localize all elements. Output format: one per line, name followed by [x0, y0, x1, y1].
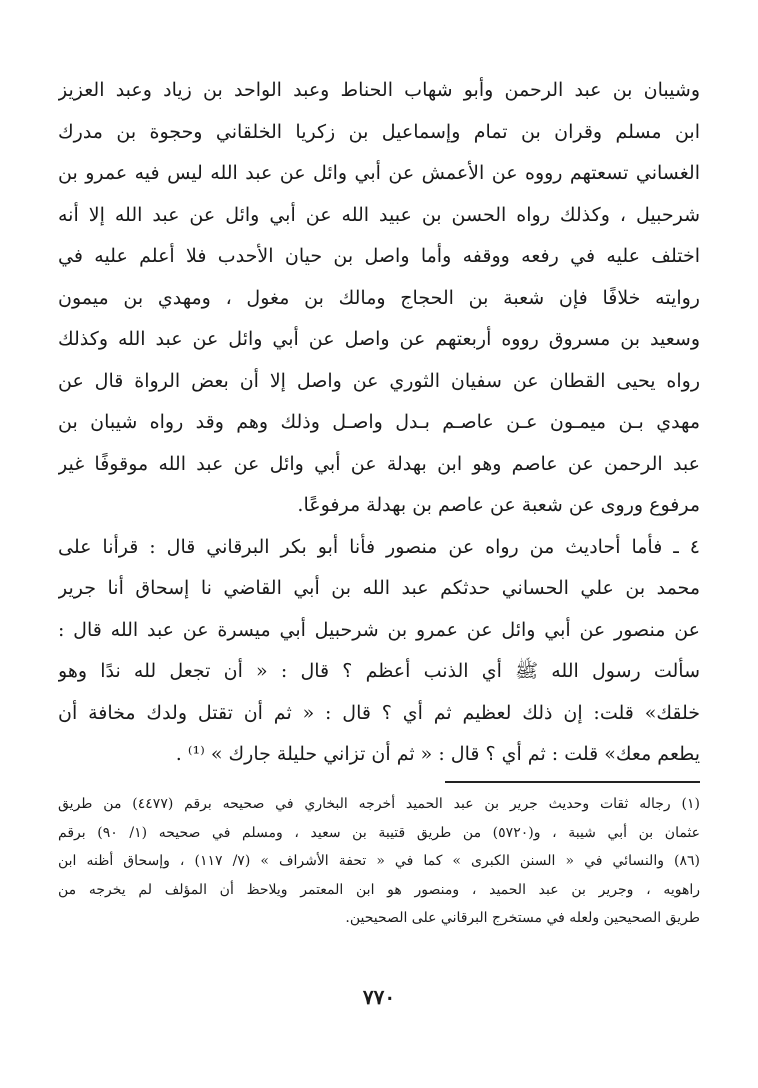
text-line: محمد بن علي الحساني حدثكم عبد الله بن أبي القاضي نا إسحاق أنا جرير: [58, 577, 700, 599]
text-line: روايته خلافًا فإن شعبة بن الحجاج ومالك بن مغول ، ومهدي بن ميمون: [58, 286, 700, 309]
text-line: وسعيد بن مسروق رووه أربعتهم عن واصل عن أبي وائل عن عبد الله وكذلك: [58, 328, 700, 350]
text-line: ابن مسلم وقران بن تمام وإسماعيل بن زكريا الخلقاني وحجوة بن مدرك: [58, 120, 700, 143]
footnote-line: (١) رجاله ثقات وحديث جرير بن عبد الحميد أخرجه البخاري في صحيحه برقم (٤٤٧٧) من طريق: [58, 796, 700, 812]
page-number: ٧٧٠: [362, 985, 396, 1009]
footnote-line: عثمان بن أبي شيبة ، و(٥٧٢٠) من طريق قتيبة بن سعيد ، ومسلم في صحيحه (١/ ٩٠) برقم: [58, 824, 700, 841]
footnote-divider: [445, 781, 700, 783]
text-line: مرفوع وروى عن شعبة عن عاصم بن بهدلة مرفوعًا.: [297, 494, 700, 516]
text-line: سألت رسول الله ﷺ أي الذنب أعظم ؟ قال : « أن تجعل لله ندًا وهو: [58, 660, 700, 682]
text-line: عبد الرحمن عن عاصم وهو ابن بهدلة عن أبي وائل عن عبد الله موقوفًا غير: [58, 452, 700, 475]
text-line: ٤ ـ فأما أحاديث من رواه عن منصور فأنا أبو بكر البرقاني قال : قرأنا على: [58, 535, 700, 558]
text-line: شرحبيل ، وكذلك رواه الحسن بن عبيد الله عن أبي وائل عن عبد الله إلا أنه: [58, 203, 700, 226]
text-line: عن منصور عن أبي وائل عن عمرو بن شرحبيل أبي ميسرة عن عبد الله قال :: [58, 618, 700, 641]
footnote-line: (٨٦) والنسائي في « السنن الكبرى » كما في « تحفة الأشراف » (٧/ ١١٧) ، وإسحاق أظنه ابن: [58, 853, 700, 869]
footnotes: [58, 790, 700, 933]
text-line: الغساني تسعتهم رووه عن الأعمش عن أبي وائل عن عبد الله ليس فيه عمرو بن: [58, 162, 700, 184]
text-line: وشيبان بن عبد الرحمن وأبو شهاب الحناط وعبد الواحد بن زياد وعبد العزيز: [58, 79, 700, 101]
text-line: مهدي بـن ميمـون عـن عاصـم بـدل واصـل وذلك وهم وقد رواه شيبان بن: [58, 411, 700, 433]
text-line: يطعم معك» قلت : ثم أي ؟ قال : « ثم أن تزاني حليلة جارك » ⁽¹⁾ .: [175, 743, 700, 765]
footnote-line: راهويه ، وجرير بن عبد الحميد ، ومنصور هو ابن المعتمر ويلاحظ أن المؤلف لم يخرجه من: [58, 881, 700, 898]
text-line: خلقك» قلت: إن ذلك لعظيم ثم أي ؟ قال : « ثم أن تقتل ولدك مخافة أن: [58, 701, 700, 724]
text-line: اختلف عليه في رفعه ووقفه وأما واصل بن حيان الأحدب فلا أعلم عليه في: [58, 245, 700, 267]
text-line: رواه يحيى القطان عن سفيان الثوري عن واصل إلا أن بعض الرواة قال عن: [58, 369, 700, 392]
main-text: [58, 70, 700, 776]
footnote-line: طريق الصحيحين ولعله في مستخرج البرقاني على الصحيحين.: [345, 910, 700, 926]
